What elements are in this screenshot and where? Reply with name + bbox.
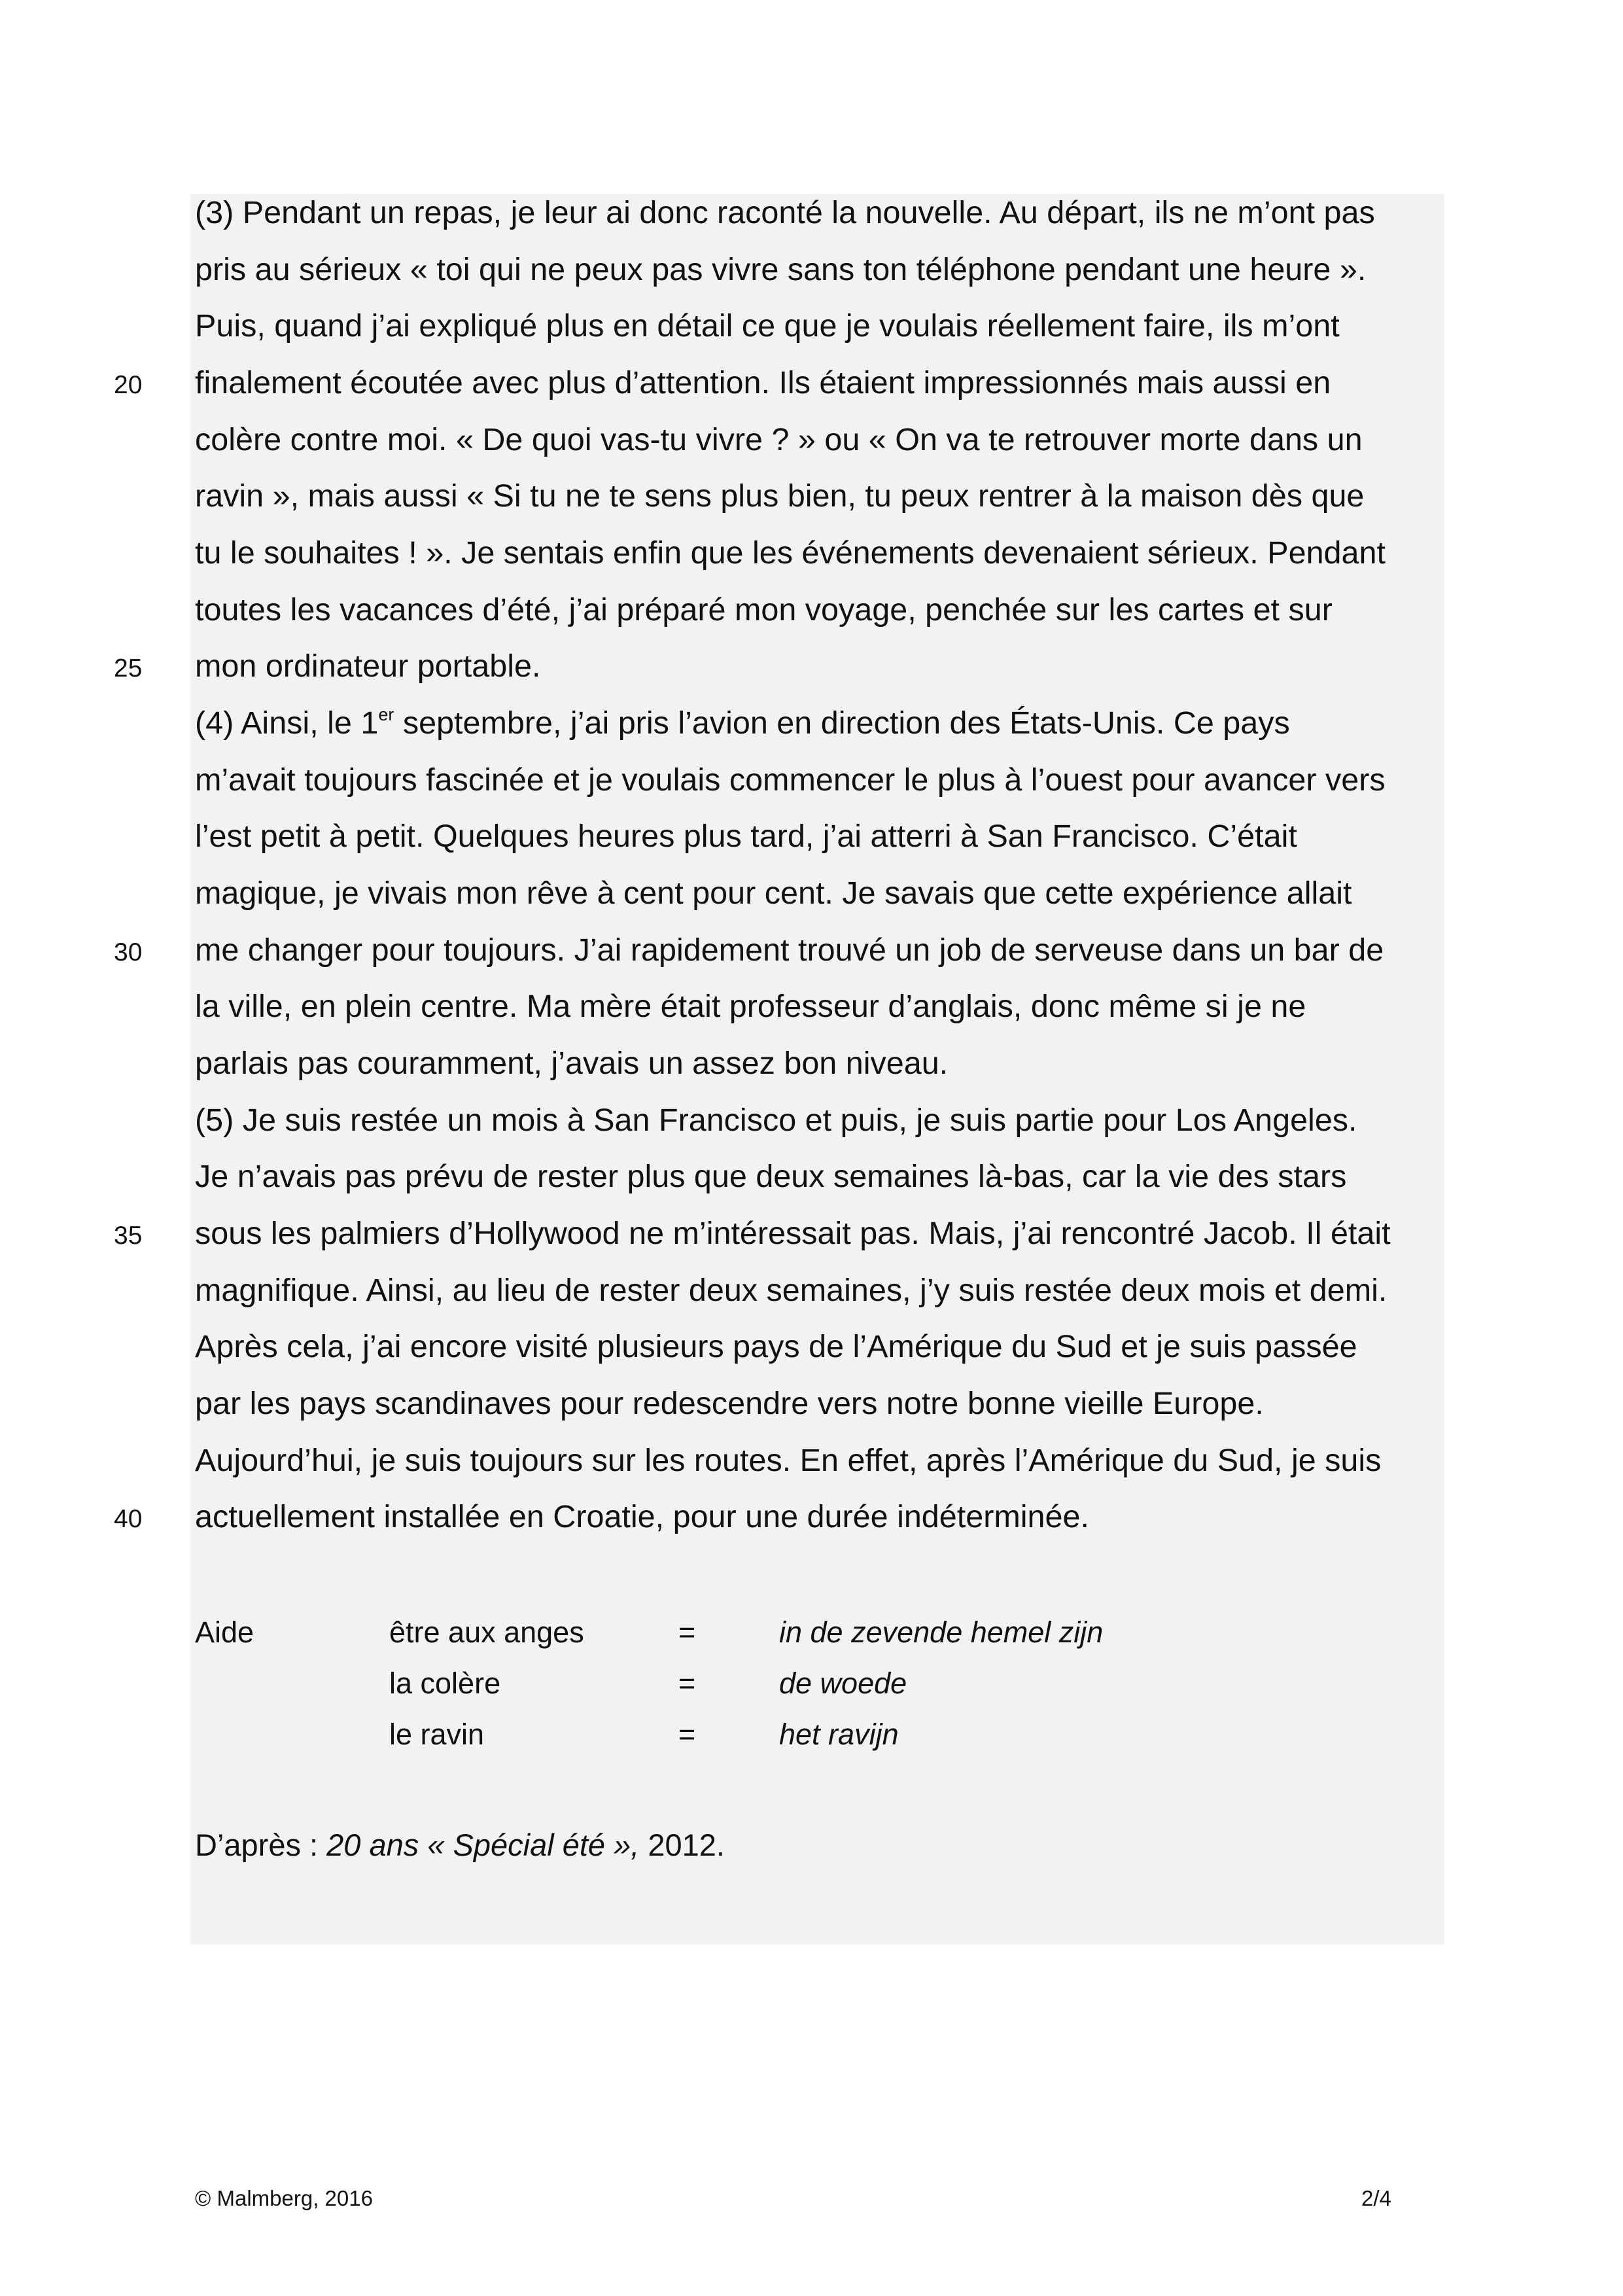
- line-text: septembre, j’ai pris l’avion en direction des États-Unis. Ce pays: [394, 705, 1290, 741]
- passage-line: Après cela, j’ai encore visité plusieurs pays de l’Amérique du Sud et je suis passée: [195, 1329, 1357, 1364]
- passage-line: l’est petit à petit. Quelques heures plus tard, j’ai atterri à San Francisco. C’était: [195, 819, 1297, 854]
- passage-line: magique, je vivais mon rêve à cent pour cent. Je savais que cette expérience allait: [195, 875, 1352, 911]
- aide-label: Aide: [195, 1616, 254, 1649]
- source-prefix: D’après :: [195, 1828, 327, 1862]
- passage-line: m’avait toujours fascinée et je voulais commencer le plus à l’ouest pour avancer vers: [195, 762, 1386, 798]
- passage-line: magnifique. Ainsi, au lieu de rester deux semaines, j’y suis restée deux mois et demi.: [195, 1273, 1387, 1308]
- passage-line: ravin », mais aussi « Si tu ne te sens plus bien, tu peux rentrer à la maison dès que: [195, 478, 1365, 514]
- page-number: 2/4: [1361, 2186, 1391, 2210]
- passage-line: colère contre moi. « De quoi vas-tu vivre ? » ou « On va te retrouver morte dans un: [195, 422, 1363, 457]
- aide-term: être aux anges: [389, 1616, 584, 1649]
- passage-line: parlais pas couramment, j’avais un assez bon niveau.: [195, 1046, 949, 1081]
- passage-line: pris au sérieux « toi qui ne peux pas vivre sans ton téléphone pendant une heure ».: [195, 252, 1367, 287]
- aide-translation: de woede: [779, 1667, 907, 1700]
- aide-equals: =: [678, 1718, 696, 1751]
- ordinal-superscript: er: [378, 705, 394, 724]
- passage-line: Puis, quand j’ai expliqué plus en détail ce que je voulais réellement faire, ils m’ont: [195, 308, 1340, 344]
- passage-line: me changer pour toujours. J’ai rapidement trouvé un job de serveuse dans un bar de: [195, 932, 1384, 968]
- line-number: 25: [114, 654, 143, 682]
- aide-equals: =: [678, 1616, 696, 1649]
- line-number: 35: [114, 1222, 143, 1250]
- passage-line: toutes les vacances d’été, j’ai préparé mon voyage, penchée sur les cartes et sur: [195, 592, 1333, 627]
- aide-equals: =: [678, 1667, 696, 1700]
- passage-line: actuellement installée en Croatie, pour une durée indéterminée.: [195, 1499, 1089, 1534]
- passage-line: Je n’avais pas prévu de rester plus que deux semaines là-bas, car la vie des stars: [195, 1159, 1347, 1194]
- passage-line: tu le souhaites ! ». Je sentais enfin que les événements devenaient sérieux. Pendant: [195, 535, 1386, 571]
- line-number: 30: [114, 938, 143, 966]
- passage-line: (3) Pendant un repas, je leur ai donc raconté la nouvelle. Au départ, ils ne m’ont pas: [195, 195, 1375, 230]
- aide-translation: het ravijn: [779, 1718, 899, 1751]
- passage-line: Aujourd’hui, je suis toujours sur les routes. En effet, après l’Amérique du Sud, je suis: [195, 1443, 1382, 1478]
- passage-line: sous les palmiers d’Hollywood ne m’intéressait pas. Mais, j’ai rencontré Jacob. Il était: [195, 1216, 1391, 1251]
- source-citation: [195, 1822, 725, 1868]
- source-year: 2012.: [639, 1828, 725, 1862]
- passage-line: la ville, en plein centre. Ma mère était professeur d’anglais, donc même si je ne: [195, 989, 1306, 1024]
- passage-line: par les pays scandinaves pour redescendre vers notre bonne vieille Europe.: [195, 1386, 1264, 1421]
- aide-translation: in de zevende hemel zijn: [779, 1616, 1104, 1649]
- line-number: 20: [114, 371, 143, 399]
- line-number: 40: [114, 1505, 143, 1533]
- aide-term: la colère: [389, 1667, 501, 1700]
- aide-term: le ravin: [389, 1718, 485, 1751]
- source-title: 20 ans « Spécial été »,: [326, 1828, 640, 1862]
- passage-line: (5) Je suis restée un mois à San Francisco et puis, je suis partie pour Los Angeles.: [195, 1103, 1357, 1138]
- passage-line: mon ordinateur portable.: [195, 648, 541, 684]
- footer-copyright: © Malmberg, 2016: [195, 2186, 373, 2210]
- passage-line: finalement écoutée avec plus d’attention. Ils étaient impressionnés mais aussi en: [195, 365, 1331, 400]
- passage-line-paragraph-4: [195, 695, 1451, 752]
- line-text: (4) Ainsi, le 1: [195, 705, 379, 741]
